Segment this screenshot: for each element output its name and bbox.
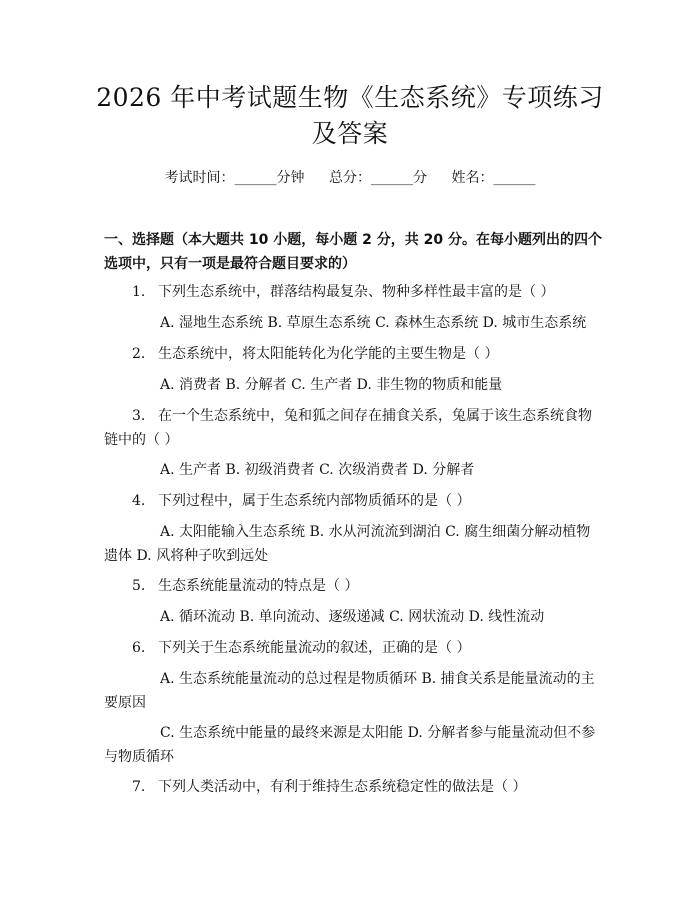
question-number: 2. (132, 346, 146, 362)
exam-meta (0, 168, 700, 188)
question-number: 7. (132, 779, 146, 795)
question-5-options: A. 循环流动 B. 单向流动、逐级递减 C. 网状流动 D. 线性流动 (160, 609, 545, 625)
question-text: 下列过程中，属于生态系统内部物质循环的是（ ） (158, 493, 471, 509)
exam-name: 姓名：______ (451, 170, 536, 186)
question-text: 生态系统能量流动的特点是（ ） (158, 578, 359, 594)
question-text: 下列生态系统中，群落结构最复杂、物种多样性最丰富的是（ ） (158, 284, 555, 300)
question-text: 下列人类活动中，有利于维持生态系统稳定性的做法是（ ） (158, 779, 527, 795)
title-line-2: 及答案 (311, 119, 389, 148)
question-6 (104, 636, 596, 660)
question-1-options: A. 湿地生态系统 B. 草原生态系统 C. 森林生态系统 D. 城市生态系统 (160, 315, 587, 331)
question-number: 4. (132, 493, 146, 509)
title-line-1: 2026 年中考试题生物《生态系统》专项练习 (96, 83, 604, 112)
question-3 (104, 404, 596, 452)
page-title (60, 80, 640, 152)
section-heading: 一、选择题（本大题共 10 小题，每小题 2 分，共 20 分。在每小题列出的四个选项中，只有一项是最符合题目要求的） (104, 232, 602, 272)
exam-score: 总分：______分 (329, 170, 427, 186)
question-7 (104, 775, 596, 799)
question-3-options: A. 生产者 B. 初级消费者 C. 次级消费者 D. 分解者 (160, 462, 475, 478)
question-4-options: A. 太阳能输入生态系统 B. 水从河流流到湖泊 C. 腐生细菌分解动植物遗体 D. 风将种子吹到远处 (104, 524, 591, 564)
exam-time: 考试时间：______分钟 (164, 170, 305, 186)
question-4 (104, 489, 596, 513)
question-text: 下列关于生态系统能量流动的叙述，正确的是（ ） (158, 640, 471, 656)
question-2 (104, 342, 596, 366)
question-text: 生态系统中，将太阳能转化为化学能的主要生物是（ ） (158, 346, 499, 362)
question-text: 在一个生态系统中，兔和狐之间存在捕食关系，兔属于该生态系统食物链中的（ ） (104, 408, 592, 448)
question-6-options-c-d: C. 生态系统中能量的最终来源是太阳能 D. 分解者参与能量流动但不参与物质循环 (104, 725, 596, 765)
question-5 (104, 574, 596, 598)
question-number: 3. (132, 408, 146, 424)
question-number: 6. (132, 640, 146, 656)
question-6-options-a-b: A. 生态系统能量流动的总过程是物质循环 B. 捕食关系是能量流动的主要原因 (104, 671, 595, 711)
question-2-options: A. 消费者 B. 分解者 C. 生产者 D. 非生物的物质和能量 (160, 377, 503, 393)
question-number: 1. (132, 284, 146, 300)
question-1 (104, 280, 596, 304)
question-number: 5. (132, 578, 146, 594)
